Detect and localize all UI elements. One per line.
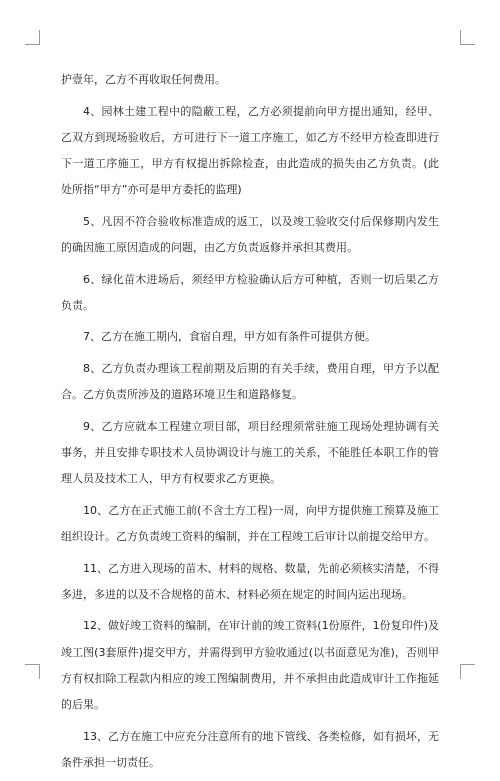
paragraph-clause-5: 5、凡因不符合验收标准造成的返工，以及竣工验收交付后保修期内发生的确因施工原因造成的问题，由乙方负责返修并承担其费用。: [61, 214, 439, 254]
crop-mark-top-left: [25, 30, 40, 45]
paragraph-clause-9: 9、乙方应就本工程建立项目部，项目经理须常驻施工现场处理协调有关事务，并且安排专职技术人员协调设计与施工的关系，不能胜任本职工作的管理人员及技术工人，甲方有权要求乙方更换。: [61, 419, 439, 486]
document-body: [61, 67, 439, 781]
paragraph-clause-7: 7、乙方在施工期内，食宿自理，甲方如有条件可提供方便。: [83, 330, 376, 344]
paragraph-clause-13: 13、乙方在施工中应充分注意所有的地下管线、各类检修，如有损坏，无条件承担一切责任。: [61, 729, 439, 769]
paragraph-clause-10: 10、乙方在正式施工前(不含土方工程)一周，向甲方提供施工预算及施工组织设计。乙方负责竣工资料的编制，并在工程竣工后审计以前提交给甲方。: [61, 503, 439, 543]
paragraph-clause-8: 8、乙方负责办理该工程前期及后期的有关手续，费用自理，甲方予以配合。乙方负责所涉及的道路环境卫生和道路修复。: [61, 361, 439, 402]
paragraph-clause-4: 4、园林土建工程中的隐蔽工程，乙方必须提前向甲方提出通知，经甲、乙双方到现场验收后，方可进行下一道工序施工，如乙方不经甲方检查即进行下一道工序施工，甲方有权提出拆除检查，由此造成的损失由乙方负责。(此处所指“甲方”亦可是甲方委托的监理): [61, 104, 439, 197]
crop-mark-bottom-right: [460, 664, 475, 679]
paragraph-clause-11: 11、乙方进入现场的苗木、材料的规格、数量，先前必须核实清楚，不得多进，多进的以及不合规格的苗木、材料必须在规定的时间内运出现场。: [61, 561, 439, 601]
crop-mark-bottom-left: [25, 664, 40, 679]
paragraph-clause-12: 12、做好竣工资料的编制，在审计前的竣工资料(1份原件，1份复印件)及竣工图(3套原件)提交甲方，并需得到甲方验收通过(以书面意见为准)，否则甲方有权扣除工程款内相应的竣工图编制费用，并不承担由此造成审计工作拖延的后果。: [61, 619, 439, 711]
crop-mark-top-right: [460, 30, 475, 45]
paragraph-clause-6: 6、绿化苗木进场后，须经甲方检验确认后方可种植，否则一切后果乙方负责。: [61, 272, 439, 312]
paragraph-continuation: 护壹年，乙方不再收取任何费用。: [61, 73, 226, 86]
